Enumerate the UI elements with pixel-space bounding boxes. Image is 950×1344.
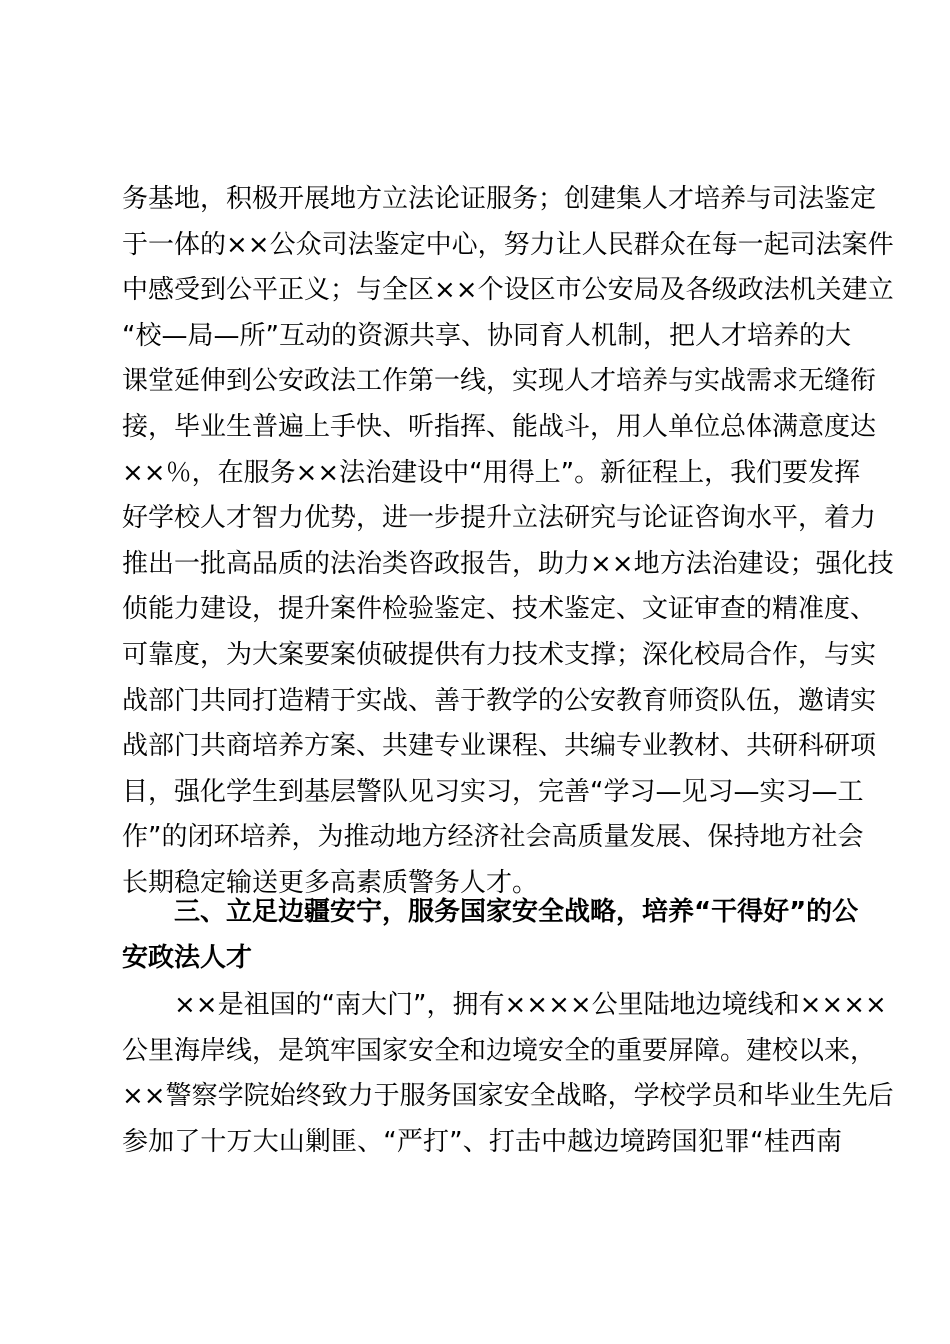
text-line: 侦能力建设，提升案件检验鉴定、技术鉴定、文证审查的精准度、 [122, 594, 877, 625]
text-line: ××警察学院始终致力于服务国家安全战略，学校学员和毕业生先后 [122, 1081, 894, 1112]
section-heading-3 [122, 890, 859, 981]
text-line: 战部门共同打造精于实战、善于教学的公安教育师资队伍，邀请实 [122, 685, 877, 716]
text-line: 好学校人才智力优势，进一步提升立法研究与论证咨询水平，着力 [122, 503, 877, 534]
heading-line: 三、立足边疆安宁，服务国家安全战略，培养“干得好”的公 [174, 897, 859, 927]
paragraph-border-security [122, 983, 894, 1165]
text-line: 务基地，积极开展地方立法论证服务；创建集人才培养与司法鉴定 [122, 184, 877, 214]
paragraph-legal-services [122, 177, 894, 907]
text-line: 课堂延伸到公安政法工作第一线，实现人才培养与实战需求无缝衔 [122, 366, 877, 397]
text-line: 公里海岸线，是筑牢国家安全和边境安全的重要屏障。建校以来， [122, 1035, 877, 1066]
text-line: 目，强化学生到基层警队见习实习，完善“学习—见习—实习—工 [122, 776, 864, 807]
text-line: 作”的闭环培养，为推动地方经济社会高质量发展、保持地方社会 [122, 822, 864, 853]
heading-line: 安政法人才 [122, 942, 253, 973]
text-line: 可靠度，为大案要案侦破提供有力技术支撑；深化校局合作，与实 [122, 639, 877, 670]
text-line: 推出一批高品质的法治类咨政报告，助力××地方法治建设；强化技 [122, 548, 894, 579]
text-line: 于一体的××公众司法鉴定中心，努力让人民群众在每一起司法案件 [122, 229, 894, 260]
text-line: 接，毕业生普遍上手快、听指挥、能战斗，用人单位总体满意度达 [122, 411, 877, 442]
text-line: ××％，在服务××法治建设中“用得上”。新征程上，我们要发挥 [122, 457, 861, 488]
text-line: “校—局—所”互动的资源共享、协同育人机制，把人才培养的大 [122, 320, 851, 351]
text-line: ××是祖国的“南大门”，拥有××××公里陆地边境线和×××× [174, 990, 887, 1020]
text-line: 中感受到公平正义；与全区××个设区市公安局及各级政法机关建立 [122, 275, 894, 306]
text-line: 长期稳定输送更多高素质警务人才。 [122, 867, 539, 898]
text-line: 战部门共商培养方案、共建专业课程、共编专业教材、共研科研项 [122, 731, 877, 762]
text-line: 参加了十万大山剿匪、“严打”、打击中越边境跨国犯罪“桂西南 [122, 1126, 842, 1157]
